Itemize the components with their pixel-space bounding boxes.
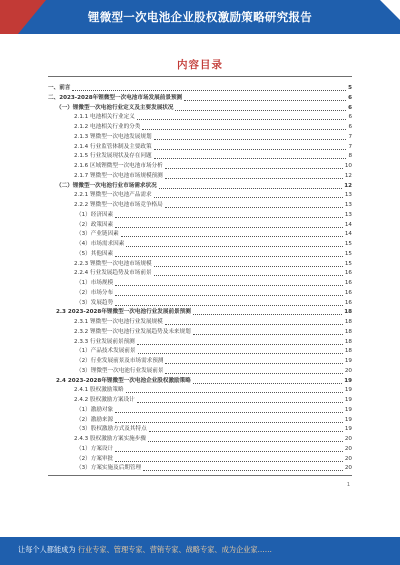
toc-leader-dots: [154, 158, 347, 159]
toc-entry-page: 13: [344, 211, 352, 218]
toc-entry-page: 19: [344, 358, 352, 364]
toc-entry-page: 18: [344, 348, 352, 355]
toc-leader-dots: [165, 363, 342, 364]
toc-entry-page: 7: [348, 133, 352, 140]
toc-entry-page: 19: [344, 416, 352, 423]
toc-entry[interactable]: [48, 338, 352, 347]
toc-entry[interactable]: [48, 386, 352, 395]
toc-entry-page: 15: [344, 250, 352, 257]
footer-slogan: [18, 545, 390, 555]
toc-entry[interactable]: [48, 133, 352, 142]
toc-entry-title: （2）激励来源: [76, 416, 114, 423]
toc-entry-page: 6: [348, 94, 352, 101]
toc-entry[interactable]: [48, 260, 352, 269]
toc-entry-page: 16: [344, 270, 352, 277]
toc-entry-title: 2.2.1 锂微型一次电池产品需求: [74, 192, 152, 199]
toc-entry-page: 16: [344, 289, 352, 296]
toc-entry-title: 2.1.5 行业发展现状及存在问题: [74, 153, 152, 160]
toc-entry-page: 15: [344, 241, 352, 247]
toc-bottom-rule: [48, 475, 352, 476]
toc-entry-title: （二）锂微型一次电池行业市场需求状况: [56, 182, 157, 189]
toc-entry-page: 20: [344, 465, 352, 472]
toc-entry-page: 18: [344, 319, 352, 325]
toc-entry-title: 2.4 2023-2028年锂微型一次电池企业股权激励策略: [56, 377, 191, 384]
toc-entry-title: （4）市场需求因素: [76, 241, 125, 247]
toc-entry-title: 2.1.4 行业监管体制及主要政策: [74, 143, 152, 150]
toc-entry[interactable]: [48, 230, 352, 239]
toc-entry[interactable]: [48, 377, 352, 386]
toc-entry-title: （1）经济因素: [76, 211, 114, 218]
toc-leader-dots: [154, 266, 343, 267]
toc-entry-page: 12: [344, 172, 352, 179]
toc-entry[interactable]: [48, 308, 352, 317]
toc-entry[interactable]: [48, 162, 352, 171]
toc-leader-dots: [184, 100, 346, 101]
toc-entry[interactable]: [48, 289, 352, 298]
toc-entry-title: （5）其他因素: [76, 250, 114, 257]
toc-entry-title: （2）政策因素: [76, 221, 114, 228]
toc-leader-dots: [121, 236, 343, 237]
toc-entry[interactable]: [48, 455, 352, 464]
toc-entry-page: 6: [348, 124, 352, 130]
toc-entry-title: （1）激励对象: [76, 406, 114, 413]
toc-entry[interactable]: [48, 84, 352, 93]
toc-leader-dots: [165, 373, 342, 374]
toc-entry-title: （1）市场规模: [76, 280, 114, 286]
toc-entry[interactable]: [48, 425, 352, 434]
toc-entry-page: 10: [344, 163, 352, 169]
toc-leader-dots: [143, 470, 343, 471]
toc-entry-title: （3）发展趋势: [76, 299, 114, 306]
toc-entry[interactable]: [48, 435, 352, 444]
toc-entry-title: 2.4.3 股权激励方案实施步骤: [74, 436, 146, 442]
toc-leader-dots: [154, 197, 343, 198]
toc-entry-page: 14: [344, 221, 352, 228]
toc-entry-title: 2.2.4 行业发展趋势及市场前景: [74, 270, 152, 277]
toc-leader-dots: [138, 353, 343, 354]
toc-leader-dots: [115, 305, 343, 306]
toc-entry[interactable]: [48, 367, 352, 376]
toc-entry-page: 18: [344, 338, 352, 345]
toc-entry[interactable]: [48, 221, 352, 230]
toc-entry-page: 19: [344, 387, 352, 394]
toc-entry[interactable]: [48, 104, 352, 113]
header-right-accent: [370, 0, 400, 34]
toc-leader-dots: [137, 402, 343, 403]
toc-leader-dots: [126, 246, 343, 247]
toc-entry[interactable]: [48, 240, 352, 249]
toc-entry-title: 2.4.1 股权激励策略: [74, 387, 124, 394]
toc-entry[interactable]: [48, 250, 352, 259]
toc-entry-title: 2.1.2 电池相关行业的分类: [74, 124, 141, 130]
toc-entry-title: （一）锂微型一次电池行业定义及主要发展状况: [56, 104, 174, 111]
toc-entry-title: 2.3.3 行业发展前景预测: [74, 338, 135, 345]
toc-leader-dots: [193, 383, 342, 384]
toc-entry-page: 5: [348, 85, 352, 91]
toc-leader-dots: [165, 324, 343, 325]
toc-entry-title: （3）方案实施及后期管理: [76, 465, 142, 472]
toc-leader-dots: [126, 392, 343, 393]
toc-leader-dots: [159, 188, 343, 189]
toc-entry-title: （3）股权激励方式及其特点: [76, 426, 147, 433]
toc-entry-title: 2.1.7 锂微型一次电池市场规模预测: [74, 172, 163, 179]
toc-entry[interactable]: [48, 318, 352, 327]
toc-leader-dots: [165, 207, 343, 208]
toc-entry[interactable]: [48, 406, 352, 415]
toc-entry-page: 19: [344, 426, 352, 433]
toc-entry[interactable]: [48, 269, 352, 278]
toc-entry-title: 2.3.1 锂微型一次电池行业发展规模: [74, 319, 163, 325]
toc-entry[interactable]: [48, 279, 352, 288]
toc-leader-dots: [154, 275, 343, 276]
toc-leader-dots: [115, 256, 343, 257]
toc-leader-dots: [165, 168, 343, 169]
toc-leader-dots: [115, 422, 343, 423]
toc-entry-title: 2.2.2 锂微型一次电池市场竞争格局: [74, 202, 163, 208]
toc-leader-dots: [137, 344, 343, 345]
toc-leader-dots: [115, 451, 343, 452]
toc-entry-page: 18: [344, 328, 352, 335]
toc-leader-dots: [115, 412, 343, 413]
toc-entry-page: 6: [348, 104, 352, 111]
footer-slogan-a: 让每个人都能成为: [18, 545, 76, 554]
toc-leader-dots: [115, 227, 343, 228]
toc-entry-page: 16: [344, 280, 352, 286]
toc-entry-title: （3）锂微型一次电池行业发展前景: [76, 367, 164, 374]
toc-entry-page: 20: [344, 445, 352, 452]
toc-entry-title: （1）产品技术发展前景: [76, 348, 136, 355]
toc-entry-title: （3）产业链因素: [76, 231, 119, 238]
toc-leader-dots: [72, 90, 346, 91]
toc-entry-title: 二、2023-2028年锂微型一次电池市场发展前景预测: [48, 94, 183, 101]
toc-entry-page: 20: [344, 436, 352, 442]
toc-entry-title: （2）行业发展前景及市场需求预测: [76, 358, 164, 364]
toc-entry[interactable]: [48, 152, 352, 161]
toc-entry[interactable]: [48, 445, 352, 454]
toc-entry[interactable]: [48, 396, 352, 405]
footer-slogan-b: 行业专家、管理专家、营销专家、战略专家、成为企业家……: [77, 545, 272, 554]
toc-entry-page: 19: [344, 406, 352, 413]
toc-entry-title: 2.2.3 锂微型一次电池市场规模: [74, 260, 152, 267]
toc-leader-dots: [175, 110, 346, 111]
page-header: [0, 0, 400, 34]
toc-entry-page: 20: [344, 455, 352, 462]
toc-entry[interactable]: [48, 172, 352, 181]
toc-entry-page: 14: [344, 231, 352, 238]
toc-entry-page: 12: [344, 182, 352, 189]
toc-leader-dots: [137, 119, 347, 120]
toc-entry-title: 2.1.6 区域锂微型一次电池市场分析: [74, 163, 163, 169]
toc-entry-page: 16: [344, 299, 352, 306]
toc-leader-dots: [154, 149, 347, 150]
toc-entry[interactable]: [48, 201, 352, 210]
toc-entry-page: 20: [344, 367, 352, 374]
toc-entry-page: 7: [348, 143, 352, 150]
toc-entry[interactable]: [48, 94, 352, 103]
toc-heading: 内容目录: [177, 59, 223, 71]
toc-entry[interactable]: [48, 328, 352, 337]
toc-top-rule: [48, 76, 352, 77]
toc-entry[interactable]: [48, 464, 352, 473]
toc-entry-page: 13: [344, 192, 352, 199]
toc-leader-dots: [148, 441, 343, 442]
toc-entry-page: 8: [348, 153, 352, 160]
toc-entry-title: 2.4.2 股权激励方案设计: [74, 397, 135, 403]
toc-entry[interactable]: [48, 191, 352, 200]
toc-entry-title: （2）市场分布: [76, 289, 114, 296]
toc-entry-title: 2.3.2 锂微型一次电池行业发展趋势及未来规划: [74, 328, 191, 335]
toc-leader-dots: [193, 314, 342, 315]
toc-entry-page: 15: [344, 260, 352, 267]
toc-entry-page: 18: [344, 309, 352, 316]
toc-leader-dots: [115, 217, 343, 218]
toc-entry[interactable]: [48, 113, 352, 122]
toc-entry-page: 19: [344, 377, 352, 384]
toc-entry-page: 6: [348, 114, 352, 121]
toc-entry-title: （2）方案审批: [76, 455, 114, 462]
toc-entry[interactable]: [48, 347, 352, 356]
toc-entry[interactable]: [48, 299, 352, 308]
toc-leader-dots: [154, 139, 347, 140]
toc-entry-title: 2.3 2023-2028年锂微型一次电池行业发展前景预测: [56, 309, 191, 316]
toc-entry-title: 一、前言: [48, 85, 71, 91]
toc-entry-title: 2.1.1 电池相关行业定义: [74, 114, 135, 121]
page-footer: [0, 537, 400, 565]
toc-entry-page: 19: [344, 397, 352, 403]
toc-entry[interactable]: [48, 182, 352, 191]
toc-leader-dots: [115, 295, 343, 296]
toc-leader-dots: [115, 461, 343, 462]
toc-entry[interactable]: [48, 123, 352, 132]
toc-entry-page: 13: [344, 202, 352, 208]
toc-entry[interactable]: [48, 357, 352, 366]
toc-entry[interactable]: [48, 416, 352, 425]
toc-leader-dots: [115, 285, 343, 286]
toc-entry-title: （1）方案设计: [76, 445, 114, 452]
toc-entry[interactable]: [48, 211, 352, 220]
page-number: 1: [346, 482, 350, 488]
toc-leader-dots: [165, 178, 343, 179]
toc-leader-dots: [149, 431, 343, 432]
header-title: 锂微型一次电池企业股权激励策略研究报告: [87, 10, 313, 24]
toc-entry[interactable]: [48, 143, 352, 152]
toc-entry-title: 2.1.3 锂微型一次电池发展规划: [74, 133, 152, 140]
toc-leader-dots: [142, 129, 346, 130]
toc-leader-dots: [193, 334, 343, 335]
